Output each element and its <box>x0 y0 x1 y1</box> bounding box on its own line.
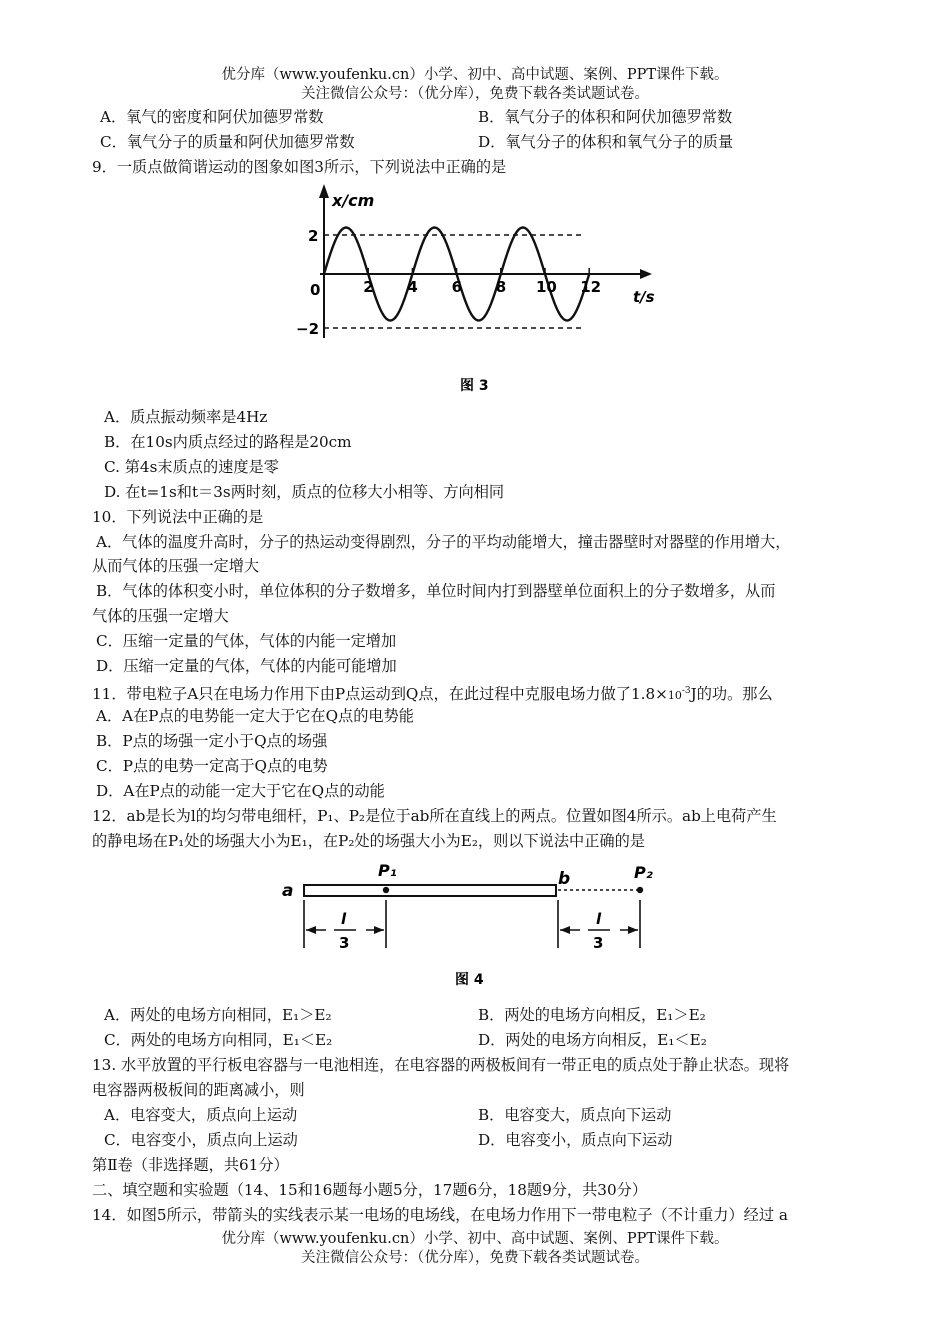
label-a: a <box>282 881 294 901</box>
q11-stem-exponent: -3 <box>681 686 691 696</box>
label-b: b <box>558 869 571 889</box>
q11-option-d: D．A在P点的动能一定大于它在Q点的动能 <box>96 782 385 800</box>
x-tick-label-8: 8 <box>495 278 507 296</box>
q10-option-c: C．压缩一定量的气体，气体的内能一定增加 <box>96 632 397 650</box>
q12-option-d: D．两处的电场方向相反，E₁＜E₂ <box>478 1031 707 1049</box>
q11-stem-part1: 11．带电粒子A只在电场力作用下由P点运动到Q点，在此过程中克服电场力做了1.8× <box>92 685 668 703</box>
q12-option-b: B．两处的电场方向相反，E₁＞E₂ <box>478 1006 706 1024</box>
dim-right-arrowhead2 <box>628 926 638 934</box>
x-tick-label-4: 4 <box>407 278 418 296</box>
q9-stem: 9．一质点做简谐运动的图象如图3所示，下列说法中正确的是 <box>92 158 507 176</box>
dim-left-arrowhead1 <box>306 926 316 934</box>
figure-4-rod-diagram <box>278 858 668 988</box>
q9-option-a: A．质点振动频率是4Hz <box>104 408 268 426</box>
q8-option-b: B．氧气分子的体积和阿伏加德罗常数 <box>478 108 733 126</box>
q11-stem-part2: J的功。那么 <box>690 685 773 703</box>
page-footer-line2: 关注微信公众号：（优分库），免费下载各类试题试卷。 <box>301 1250 649 1266</box>
figure-3-caption: 图 3 <box>460 378 489 394</box>
dim-right-arrowhead1 <box>560 926 570 934</box>
q10-option-a-line2: 从而气体的压强一定增大 <box>92 557 260 575</box>
figure-3-shm-graph <box>290 178 670 398</box>
x-tick-label-2: 2 <box>363 278 374 296</box>
y-axis-arrow <box>319 184 329 198</box>
dim-right-3: 3 <box>593 934 604 952</box>
dim-left-arrowhead2 <box>374 926 384 934</box>
q13-option-c: C．电容变小，质点向上运动 <box>104 1131 298 1149</box>
q11-stem-power-base: 10 <box>667 689 682 702</box>
page-header-line2: 关注微信公众号：（优分库），免费下载各类试题试卷。 <box>301 86 649 102</box>
charged-rod <box>304 885 556 896</box>
dim-left-l: l <box>341 910 347 928</box>
dim-right-l: l <box>596 910 602 928</box>
q8-option-a: A．氧气的密度和阿伏加德罗常数 <box>100 108 324 126</box>
x-axis-arrow <box>640 269 652 279</box>
q10-option-a-line1: A．气体的温度升高时，分子的热运动变得剧烈，分子的平均动能增大，撞击器壁时对器壁的作用增大， <box>96 533 791 551</box>
q9-option-c: C. 第4s末质点的速度是零 <box>104 458 279 476</box>
point-p1 <box>383 887 389 893</box>
q13-option-d: D．电容变小，质点向下运动 <box>478 1131 673 1149</box>
q10-option-b-line1: B．气体的体积变小时，单位体积的分子数增多，单位时间内打到器壁单位面积上的分子数增多，从而 <box>96 582 776 600</box>
q11-option-a: A．A在P点的电势能一定大于它在Q点的电势能 <box>96 707 414 725</box>
q11-option-c: C．P点的电势一定高于Q点的电势 <box>96 757 328 775</box>
q13-option-b: B．电容变大，质点向下运动 <box>478 1106 672 1124</box>
q9-option-d: D. 在t=1s和t＝3s两时刻，质点的位移大小相等、方向相同 <box>104 483 505 501</box>
label-p1: P₁ <box>378 861 397 880</box>
q13-stem-line2: 电容器两极板间的距离减小，则 <box>92 1081 305 1099</box>
q12-option-a: A．两处的电场方向相同，E₁＞E₂ <box>104 1006 332 1024</box>
q14-stem: 14．如图5所示，带箭头的实线表示某一电场的电场线，在电场力作用下一带电粒子（不计重力）经过 a <box>92 1206 788 1224</box>
point-p2 <box>637 887 643 893</box>
q12-stem-line1: 12．ab是长为l的均匀带电细杆，P₁、P₂是位于ab所在直线上的两点。位置如图4所示。ab上电荷产生 <box>92 807 777 825</box>
figure-4-caption: 图 4 <box>455 972 484 988</box>
part2-title: 第Ⅱ卷（非选择题，共61分） <box>92 1156 289 1174</box>
q10-option-b-line2: 气体的压强一定增大 <box>92 607 229 625</box>
y-tick-label-min: −2 <box>296 320 320 338</box>
q10-stem: 10．下列说法中正确的是 <box>92 508 264 526</box>
section-2-heading: 二、填空题和实验题（14、15和16题每小题5分，17题6分，18题9分，共30分） <box>92 1181 648 1199</box>
q11-option-b: B．P点的场强一定小于Q点的场强 <box>96 732 328 750</box>
q12-option-c: C．两处的电场方向相同，E₁＜E₂ <box>104 1031 333 1049</box>
q10-option-d: D．压缩一定量的气体，气体的内能可能增加 <box>96 657 397 675</box>
x-axis-label: t/s <box>633 288 655 306</box>
q8-option-c: C．氧气分子的质量和阿伏加德罗常数 <box>100 133 355 151</box>
y-axis-label: x/cm <box>332 191 375 210</box>
q11-stem <box>92 680 773 707</box>
q9-option-b: B．在10s内质点经过的路程是20cm <box>104 433 352 451</box>
y-tick-label-zero: 0 <box>310 281 321 299</box>
x-tick-label-12: 12 <box>580 278 602 296</box>
q13-stem-line1: 13. 水平放置的平行板电容器与一电池相连，在电容器的两极板间有一带正电的质点处于静止状态。现将 <box>92 1056 790 1074</box>
y-tick-label-max: 2 <box>308 227 319 245</box>
q8-option-d: D．氧气分子的体积和氧气分子的质量 <box>478 133 734 151</box>
dim-left-3: 3 <box>339 934 350 952</box>
q13-option-a: A．电容变大，质点向上运动 <box>104 1106 298 1124</box>
q12-stem-line2: 的静电场在P₁处的场强大小为E₁，在P₂处的场强大小为E₂，则以下说法中正确的是 <box>92 832 645 850</box>
x-tick-label-6: 6 <box>451 278 463 296</box>
label-p2: P₂ <box>634 863 653 882</box>
page-footer-line1: 优分库（www.youfenku.cn）小学、初中、高中试题、案例、PPT课件下载。 <box>221 1231 729 1247</box>
page-header-line1: 优分库（www.youfenku.cn）小学、初中、高中试题、案例、PPT课件下载。 <box>221 67 729 83</box>
x-tick-label-10: 10 <box>536 278 557 296</box>
